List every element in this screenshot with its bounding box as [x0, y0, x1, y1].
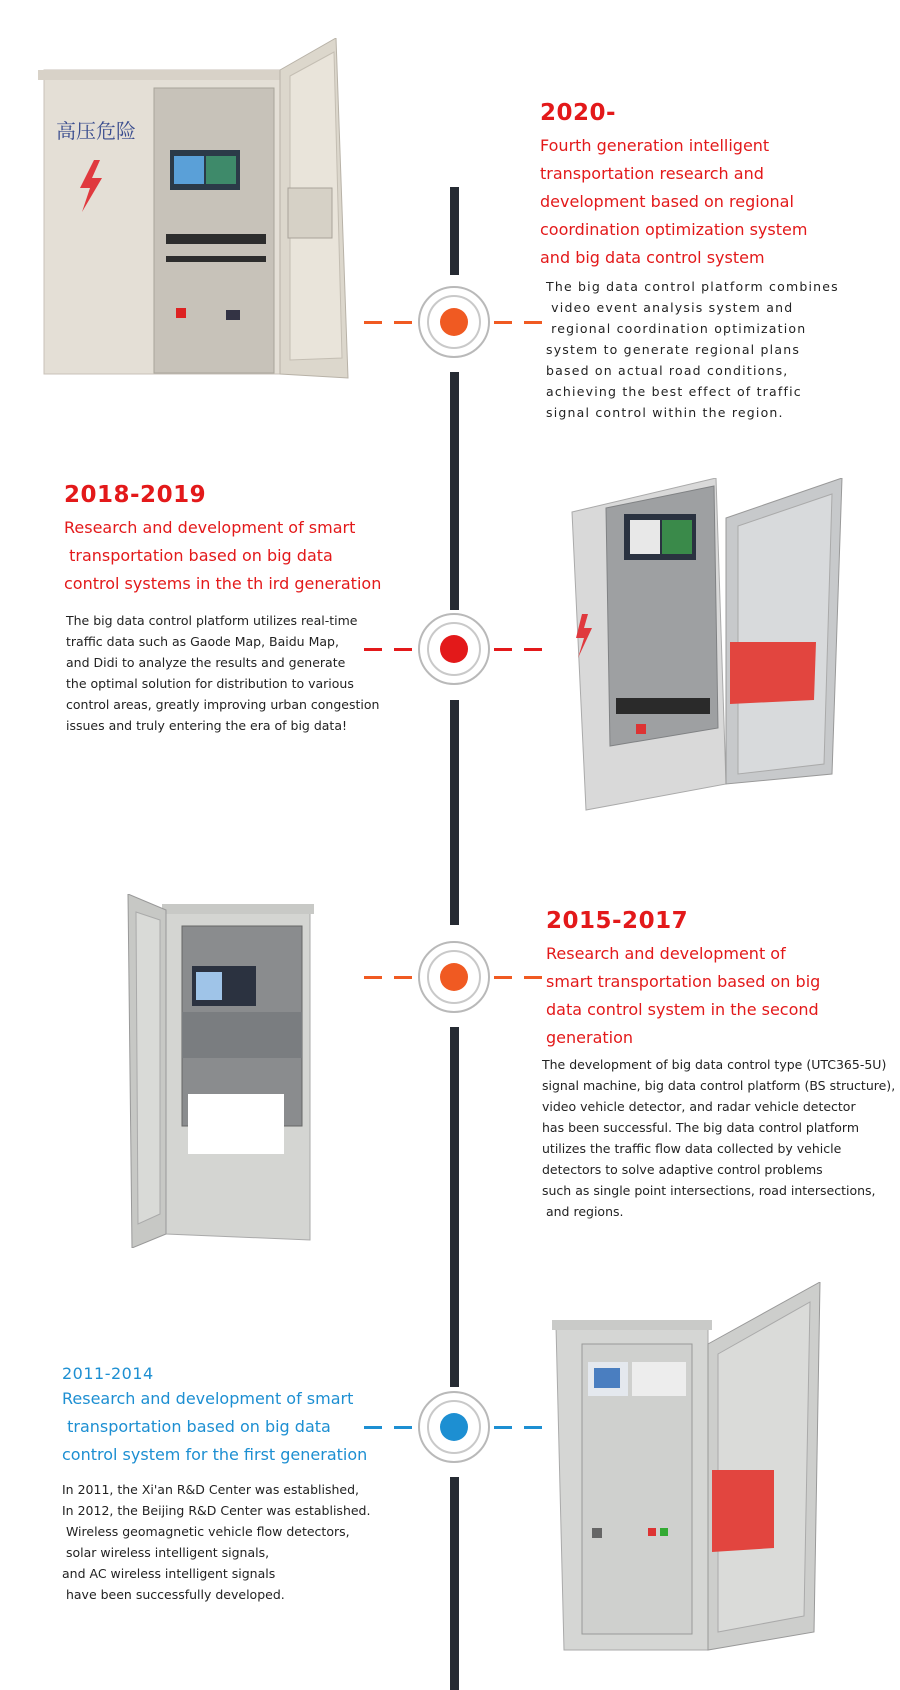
- cabinet-warning-label: 高压危险: [56, 119, 136, 143]
- milestone-description: The development of big data control type (UTC365-5U) signal machine, big data control platform (BS structure), video vehicle detector, and radar vehicle detector has been successful. The big data control platform utilizes the traffic flow data collected by vehicle detectors to solve adaptive control problems such as single point intersections, road intersections, and regions.: [542, 1057, 896, 1219]
- timeline-node-orange: [409, 932, 499, 1022]
- milestone-headline: Research and development of smart transportation based on big data control systems in the th ird generation: [64, 518, 382, 593]
- milestone-year: 2020-: [540, 100, 617, 126]
- signal-control-cabinet-icon: [126, 894, 322, 1248]
- timeline-line: [450, 1027, 459, 1387]
- milestone-headline: Research and development of smart transportation based on big data control system in the second generation: [546, 944, 821, 1047]
- timeline-line: [450, 187, 459, 275]
- timeline-node-blue: [409, 1382, 499, 1472]
- milestone-headline: Research and development of smart transportation based on big data control system for the first generation: [62, 1389, 368, 1464]
- signal-control-cabinet-icon: [566, 478, 848, 834]
- timeline-line: [450, 1477, 459, 1690]
- signal-control-cabinet-icon: [552, 1282, 828, 1654]
- timeline-node-orange: [409, 277, 499, 367]
- milestone-headline: Fourth generation intelligent transportation research and development based on regional coordination optimization system and big data control system: [540, 136, 808, 267]
- milestone-description: The big data control platform combines video event analysis system and regional coordination optimization system to generate regional plans based on actual road conditions, achieving the best effect of traffic signal control within the region.: [546, 279, 839, 420]
- outdoor-control-cabinet-icon: [36, 38, 356, 412]
- milestone-description: In 2011, the Xi'an R&D Center was established, In 2012, the Beijing R&D Center was established. Wireless geomagnetic vehicle flow detectors, solar wireless intelligent signals, and AC wireless intelligent signals have been successfully developed.: [62, 1482, 371, 1602]
- timeline-line: [450, 372, 459, 610]
- milestone-description: The big data control platform utilizes real-time traffic data such as Gaode Map, Baidu Map, and Didi to analyze the results and generate the optimal solution for distribution to various control areas, greatly improving urban congestion issues and truly entering the era of big data!: [66, 613, 380, 733]
- milestone-text: [62, 1364, 370, 1605]
- milestone-year: 2018-2019: [64, 482, 207, 508]
- milestone-text: [542, 908, 896, 1222]
- timeline-node-red: [409, 604, 499, 694]
- timeline-line: [450, 700, 459, 925]
- milestone-year: 2015-2017: [546, 908, 689, 934]
- milestone-year: 2011-2014: [62, 1364, 154, 1383]
- milestone-text: [64, 482, 381, 736]
- milestone-text: [540, 100, 839, 423]
